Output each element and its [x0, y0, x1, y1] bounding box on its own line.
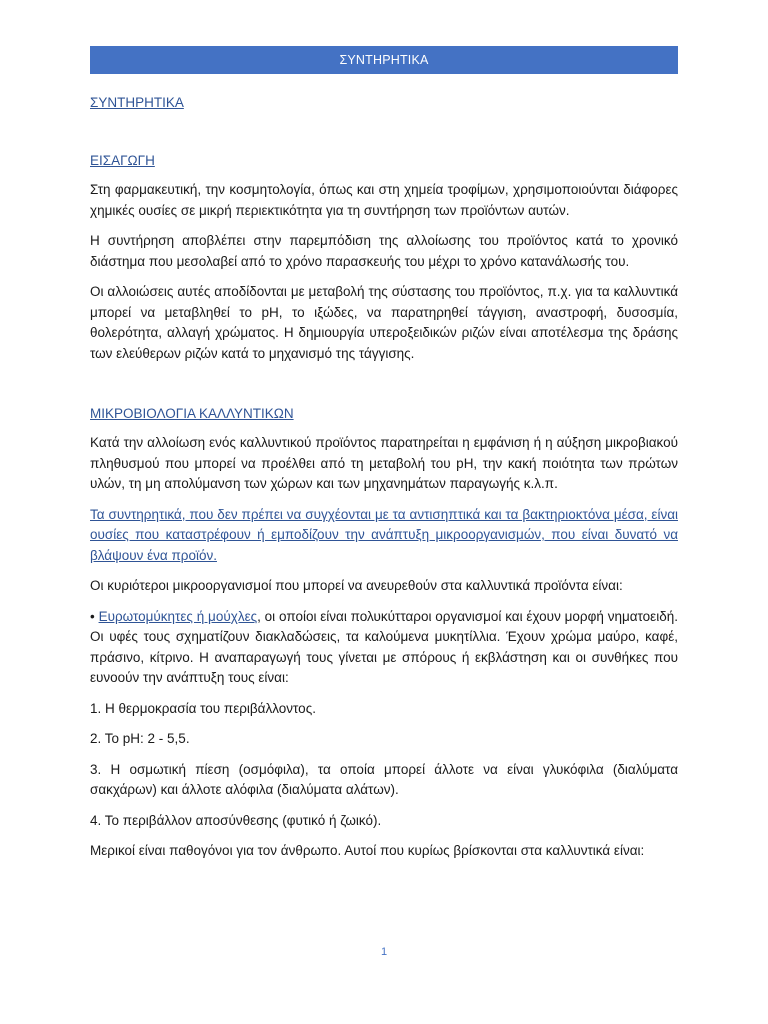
- page-number: 1: [380, 946, 388, 958]
- preservatives-definition-link[interactable]: Τα συντηρητικά, που δεν πρέπει να συγχέονται με τα αντισηπτικά και τα βακτηριοκτόνα μέσα, είναι ουσίες που καταστρέφουν ή εμποδίζουν την ανάπτυξη μικροοργανισμών, που είναι δυνατό να βλάψουν ένα προϊόν.: [90, 506, 678, 563]
- microbiology-heading-link[interactable]: ΜΙΚΡΟΒΙΟΛΟΓΙΑ ΚΑΛΛΥΝΤΙΚΩΝ: [90, 406, 294, 421]
- preservatives-definition-paragraph: [90, 505, 678, 567]
- micro-paragraph-3: Μερικοί είναι παθογόνοι για τον άνθρωπο. Αυτοί που κυρίως βρίσκονται στα καλλυντικά είναι:: [90, 843, 645, 858]
- condition-item-1: 1. Η θερμοκρασία του περιβάλλοντος.: [90, 700, 316, 716]
- micro-paragraph-1: Κατά την αλλοίωση ενός καλλυντικού προϊόντος παρατηρείται η εμφάνιση ή η αύξηση μικροβιακού πληθυσμού που μπορεί να προέλθει από τη μεταβολή του pH, την κακή ποιότητα των πρώτων υλών, τη μη απολύμανση των χώρων και των μηχανημάτων παραγωγής κ.λ.π.: [90, 435, 678, 491]
- header-banner: [90, 46, 678, 74]
- banner-title: ΣΥΝΤΗΡΗΤΙΚΑ: [339, 53, 429, 67]
- intro-paragraph-3: Οι αλλοιώσεις αυτές αποδίδονται με μεταβολή της σύστασης του προϊόντος, π.χ. για τα καλλυντικά μπορεί να μεταβληθεί το pH, το ιξώδες, να παρατηρηθεί τάγγιση, αναστροφή, δυσοσμία, θολερότητα, αλλαγή χρώματος. Η δημιουργία υπεροξειδικών ριζών είναι αποτέλεσμα της δράσης των ελεύθερων ριζών κατά το μηχανισμό της τάγγισης.: [90, 284, 678, 361]
- document-page: [90, 46, 678, 862]
- condition-item-2: 2. Το pH: 2 - 5,5.: [90, 731, 190, 746]
- toc-title-link[interactable]: ΣΥΝΤΗΡΗΤΙΚΑ: [90, 95, 184, 110]
- condition-item-3: 3. Η οσμωτική πίεση (οσμόφιλα), τα οποία μπορεί άλλοτε να είναι γλυκόφιλα (διαλύματα σακχάρων) και άλλοτε αλόφιλα (διαλύματα αλάτων).: [90, 761, 678, 797]
- intro-heading-link[interactable]: ΕΙΣΑΓΩΓΗ: [90, 153, 155, 168]
- fungi-link[interactable]: Ευρωτομύκητες ή μούχλες: [98, 608, 258, 624]
- intro-paragraph-2: Η συντήρηση αποβλέπει στην παρεμπόδιση της αλλοίωσης του προϊόντος κατά το χρονικό διάστημα που μεσολαβεί από το χρόνο παρασκευής του μέχρι το χρόνο κατανάλωσής του.: [90, 233, 678, 269]
- fungi-bullet-paragraph: [90, 607, 678, 689]
- fungi-description: , οι οποίοι είναι πολυκύτταροι οργανισμοί και έχουν μορφή νηματοειδή. Οι υφές τους σχηματίζουν διακλαδώσεις, τα καλούμενα μυκητίλλια. Έχουν χρώμα μαύρο, καφέ, πράσινο, κίτρινο. Η αναπαραγωγή τους γίνεται με σπόρους ή εκβλάστηση και οι συνθήκες που ευνοούν την ανάπτυξη τους είναι:: [90, 608, 678, 685]
- bullet-marker: •: [90, 608, 95, 624]
- condition-item-4: 4. Το περιβάλλον αποσύνθεσης (φυτικό ή ζωικό).: [90, 812, 382, 828]
- intro-paragraph-1: Στη φαρμακευτική, την κοσμητολογία, όπως και στη χημεία τροφίμων, χρησιμοποιούνται διάφορες χημικές ουσίες σε μικρή περιεκτικότητα για τη συντήρηση των προϊόντων αυτών.: [90, 182, 678, 218]
- micro-paragraph-2: Οι κυριότεροι μικροοργανισμοί που μπορεί να ανευρεθούν στα καλλυντικά προϊόντα είναι:: [90, 578, 623, 593]
